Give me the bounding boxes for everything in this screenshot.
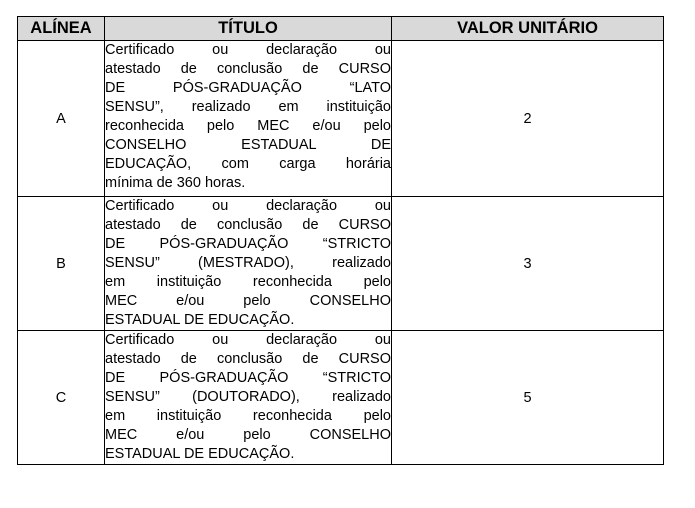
titulo-line: em instituição reconhecida pelo: [105, 274, 391, 290]
titulo-cell: [105, 197, 392, 331]
header-valor-unitario: VALOR UNITÁRIO: [392, 17, 664, 41]
titulo-line: CONSELHO ESTADUAL DE: [105, 137, 391, 153]
table-row: [18, 41, 664, 197]
titulo-line: DE PÓS-GRADUAÇÃO “STRICTO: [105, 370, 391, 386]
table-row: [18, 331, 664, 465]
titulo-line: atestado de conclusão de CURSO: [105, 217, 391, 233]
titulo-line: MEC e/ou pelo CONSELHO: [105, 427, 391, 443]
titulo-line: em instituição reconhecida pelo: [105, 408, 391, 424]
titulo-line: Certificado ou declaração ou: [105, 332, 391, 348]
titulo-line: EDUCAÇÃO, com carga horária: [105, 156, 391, 172]
titulo-line: atestado de conclusão de CURSO: [105, 351, 391, 367]
titulo-line: mínima de 360 horas.: [105, 175, 246, 191]
alinea-cell: C: [18, 331, 105, 465]
valor-cell: 2: [392, 41, 664, 197]
valor-cell: 5: [392, 331, 664, 465]
titulo-line: DE PÓS-GRADUAÇÃO “STRICTO: [105, 236, 391, 252]
titulo-cell: [105, 41, 392, 197]
titulo-line: ESTADUAL DE EDUCAÇÃO.: [105, 312, 295, 328]
alinea-cell: A: [18, 41, 105, 197]
titulo-line: ESTADUAL DE EDUCAÇÃO.: [105, 446, 295, 462]
titulo-line: reconhecida pelo MEC e/ou pelo: [105, 118, 391, 134]
titulo-line: SENSU” (DOUTORADO), realizado: [105, 389, 391, 405]
titulo-line: Certificado ou declaração ou: [105, 42, 391, 58]
titulo-line: MEC e/ou pelo CONSELHO: [105, 293, 391, 309]
table-row: [18, 197, 664, 331]
titulo-line: SENSU”, realizado em instituição: [105, 99, 391, 115]
titulo-line: Certificado ou declaração ou: [105, 198, 391, 214]
header-row: [18, 17, 664, 41]
valor-cell: 3: [392, 197, 664, 331]
header-titulo: TÍTULO: [105, 17, 392, 41]
titulo-line: SENSU” (MESTRADO), realizado: [105, 255, 391, 271]
titulo-cell: [105, 331, 392, 465]
titulo-line: atestado de conclusão de CURSO: [105, 61, 391, 77]
header-alinea: ALÍNEA: [18, 17, 105, 41]
scoring-table: [17, 16, 664, 465]
alinea-cell: B: [18, 197, 105, 331]
titulo-line: DE PÓS-GRADUAÇÃO “LATO: [105, 80, 391, 96]
